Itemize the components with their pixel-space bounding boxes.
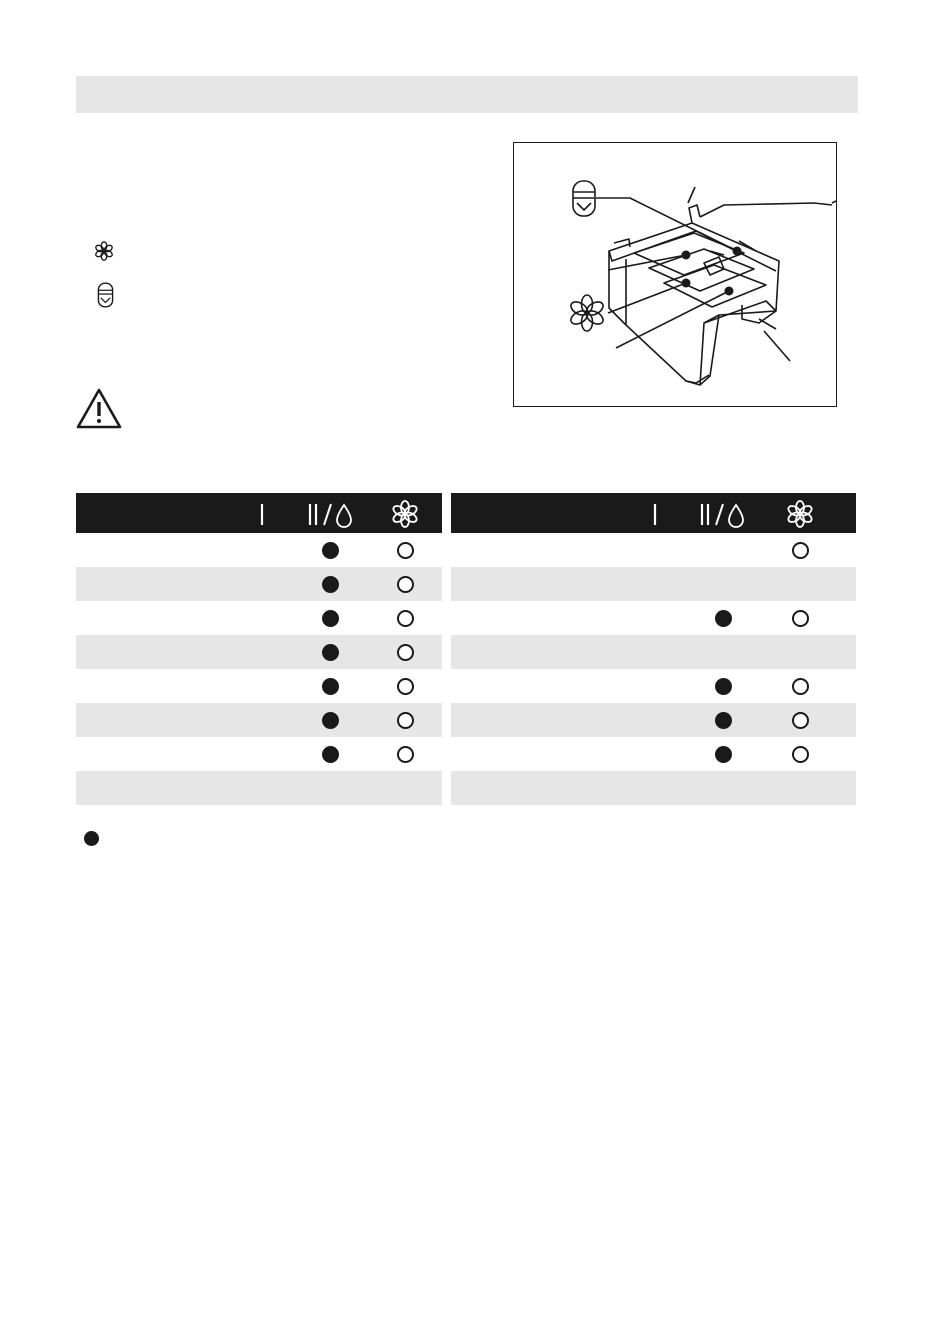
table-row — [76, 601, 442, 635]
main-wash-filled-dot-icon — [322, 644, 339, 661]
main-wash-bar-drop-icon — [696, 493, 752, 533]
program-table-right — [451, 493, 856, 805]
main-wash-filled-dot-icon — [715, 610, 732, 627]
table-row — [451, 601, 856, 635]
main-wash-bar-drop-icon — [304, 493, 360, 533]
softener-open-dot-icon — [397, 712, 414, 729]
table-row — [451, 771, 856, 805]
main-wash-filled-dot-icon — [322, 712, 339, 729]
program-table-left — [76, 493, 442, 805]
dispenser-drawer-illustration — [513, 142, 837, 407]
softener-open-dot-icon — [792, 678, 809, 695]
softener-open-dot-icon — [397, 678, 414, 695]
softener-flower-icon — [389, 493, 421, 533]
capsule-icon — [97, 281, 114, 309]
warning-triangle-icon — [76, 387, 122, 429]
prewash-bar-icon — [649, 493, 661, 533]
table-row — [76, 567, 442, 601]
main-wash-filled-dot-icon — [322, 746, 339, 763]
table-row — [76, 737, 442, 771]
prewash-bar-icon — [256, 493, 268, 533]
main-wash-filled-dot-icon — [322, 678, 339, 695]
footnote-filled-dot-icon — [84, 831, 99, 846]
softener-open-dot-icon — [397, 746, 414, 763]
table-row — [76, 771, 442, 805]
softener-flower-icon — [784, 493, 816, 533]
table-row — [451, 669, 856, 703]
softener-open-dot-icon — [792, 542, 809, 559]
table-row — [76, 635, 442, 669]
main-wash-filled-dot-icon — [322, 542, 339, 559]
main-wash-filled-dot-icon — [322, 576, 339, 593]
softener-open-dot-icon — [397, 644, 414, 661]
table-row — [451, 703, 856, 737]
softener-flower-icon — [93, 240, 115, 262]
table-row — [451, 737, 856, 771]
softener-open-dot-icon — [397, 542, 414, 559]
softener-open-dot-icon — [397, 610, 414, 627]
softener-open-dot-icon — [792, 712, 809, 729]
table-row — [451, 567, 856, 601]
softener-open-dot-icon — [397, 576, 414, 593]
table-header — [76, 493, 442, 533]
table-row — [76, 669, 442, 703]
main-wash-filled-dot-icon — [715, 746, 732, 763]
section-header-bar — [76, 76, 858, 113]
table-row — [451, 635, 856, 669]
table-header — [451, 493, 856, 533]
table-row — [451, 533, 856, 567]
softener-open-dot-icon — [792, 610, 809, 627]
main-wash-filled-dot-icon — [715, 678, 732, 695]
main-wash-filled-dot-icon — [715, 712, 732, 729]
table-row — [76, 703, 442, 737]
softener-open-dot-icon — [792, 746, 809, 763]
table-row — [76, 533, 442, 567]
main-wash-filled-dot-icon — [322, 610, 339, 627]
